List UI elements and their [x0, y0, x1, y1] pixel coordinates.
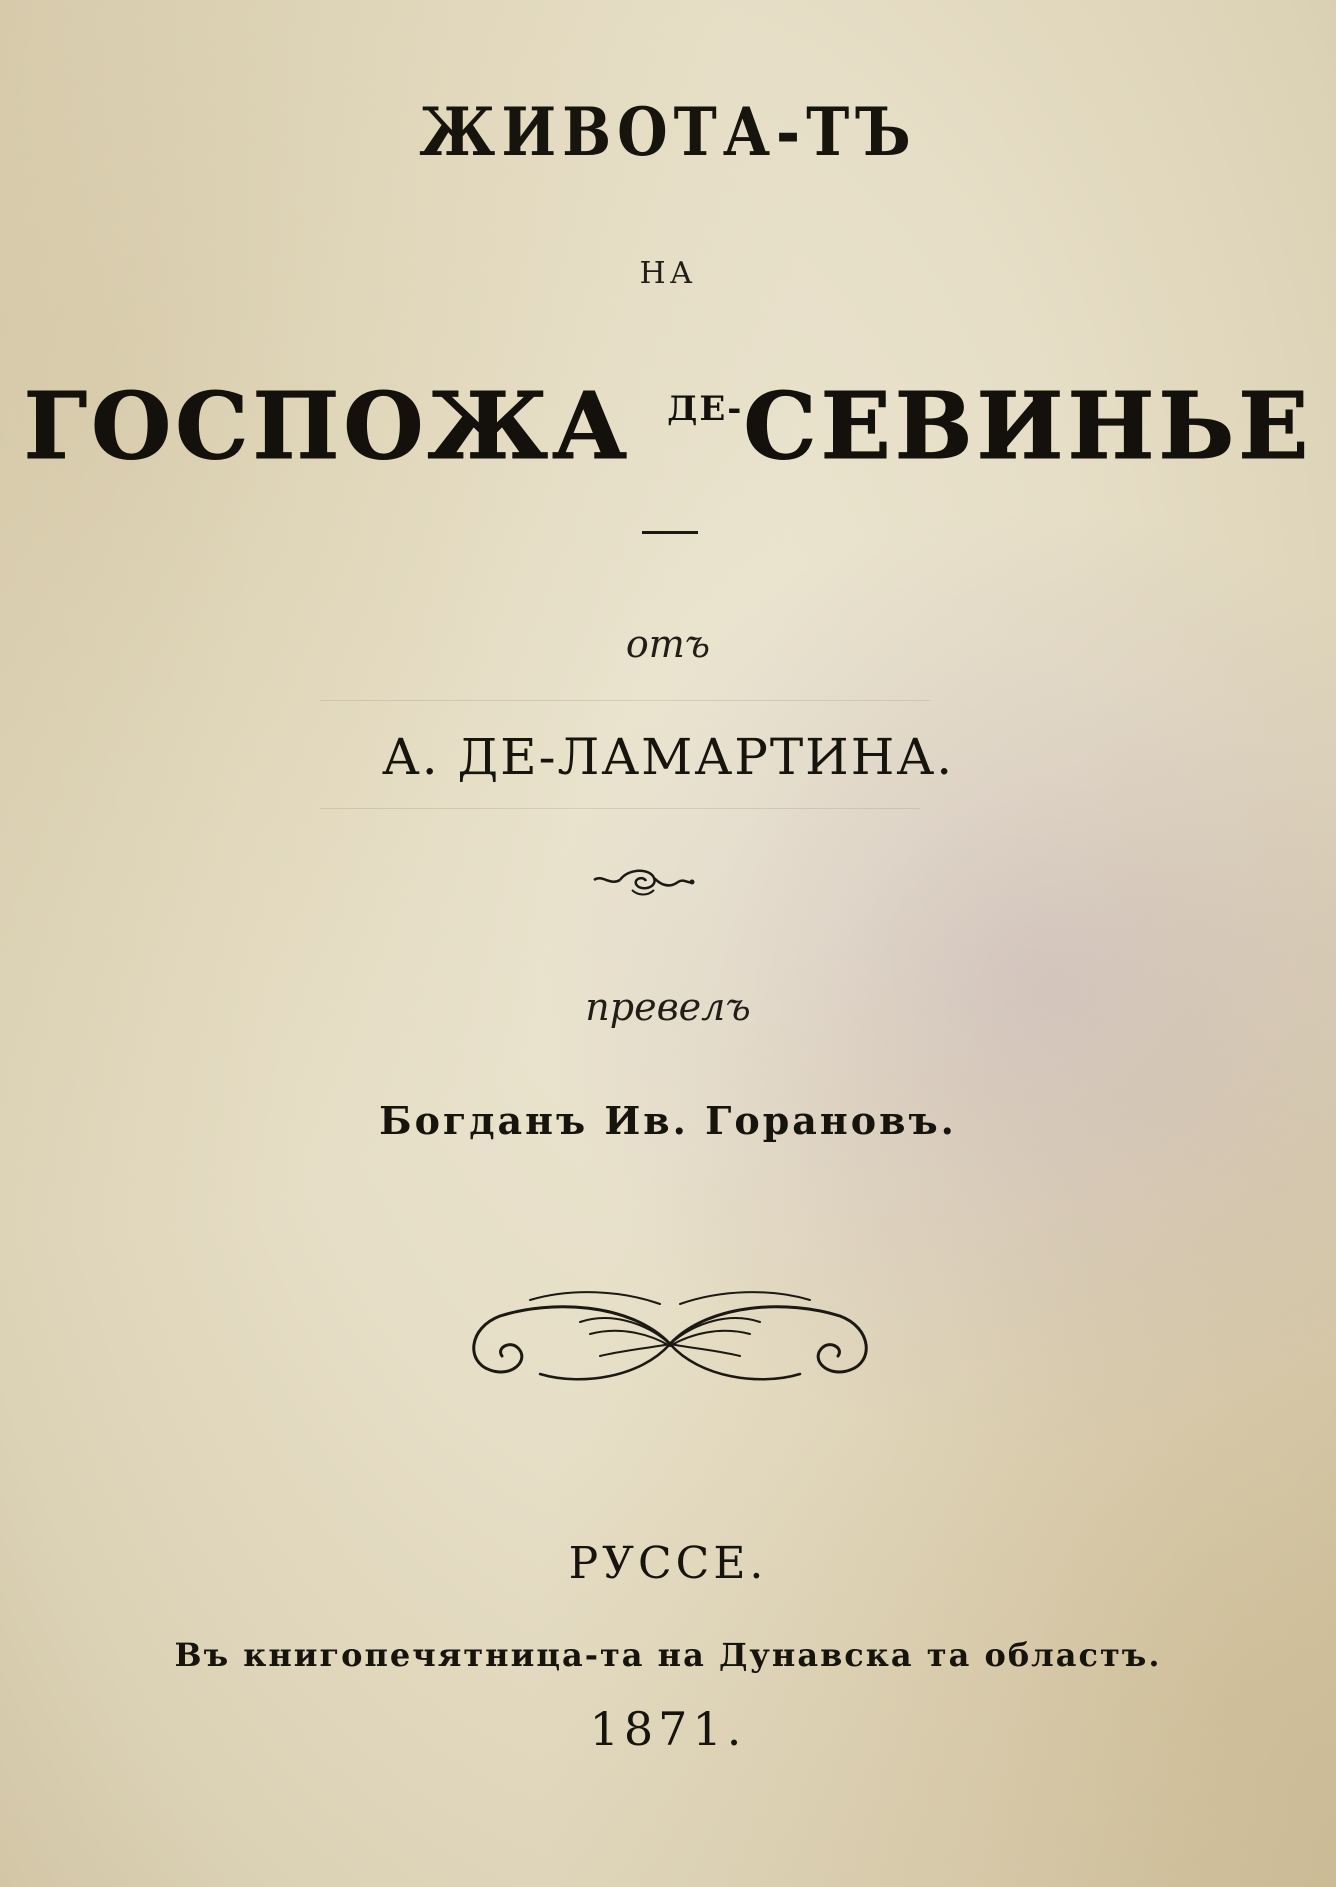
by-label: отъ	[625, 622, 711, 666]
subject-main: ГОСПОЖА	[23, 372, 632, 480]
title-line-2: НА	[639, 256, 697, 291]
small-flourish-ornament	[588, 860, 698, 904]
divider-rule	[642, 531, 698, 534]
title-line-1: ЖИВОТА-ТЪ	[419, 92, 917, 172]
subject-heading	[0, 372, 1336, 480]
subject-name: СЕВИНЬЕ	[743, 372, 1313, 480]
imprint-city: РУССЕ.	[568, 1538, 768, 1589]
large-scroll-ornament	[460, 1282, 880, 1402]
subject-prefix: ДЕ-	[667, 389, 744, 429]
author-name: А. ДЕ-ЛАМАРТИНА.	[381, 728, 955, 786]
imprint-year: 1871.	[589, 1702, 747, 1756]
paper-crease	[320, 700, 930, 701]
translator-name: Богданъ Ив. Горановъ.	[379, 1098, 957, 1143]
paper-crease	[320, 808, 920, 809]
translated-by-label: превелъ	[585, 985, 751, 1029]
imprint-press: Въ книгопечятница-та на Дунавска та областъ.	[174, 1636, 1162, 1674]
